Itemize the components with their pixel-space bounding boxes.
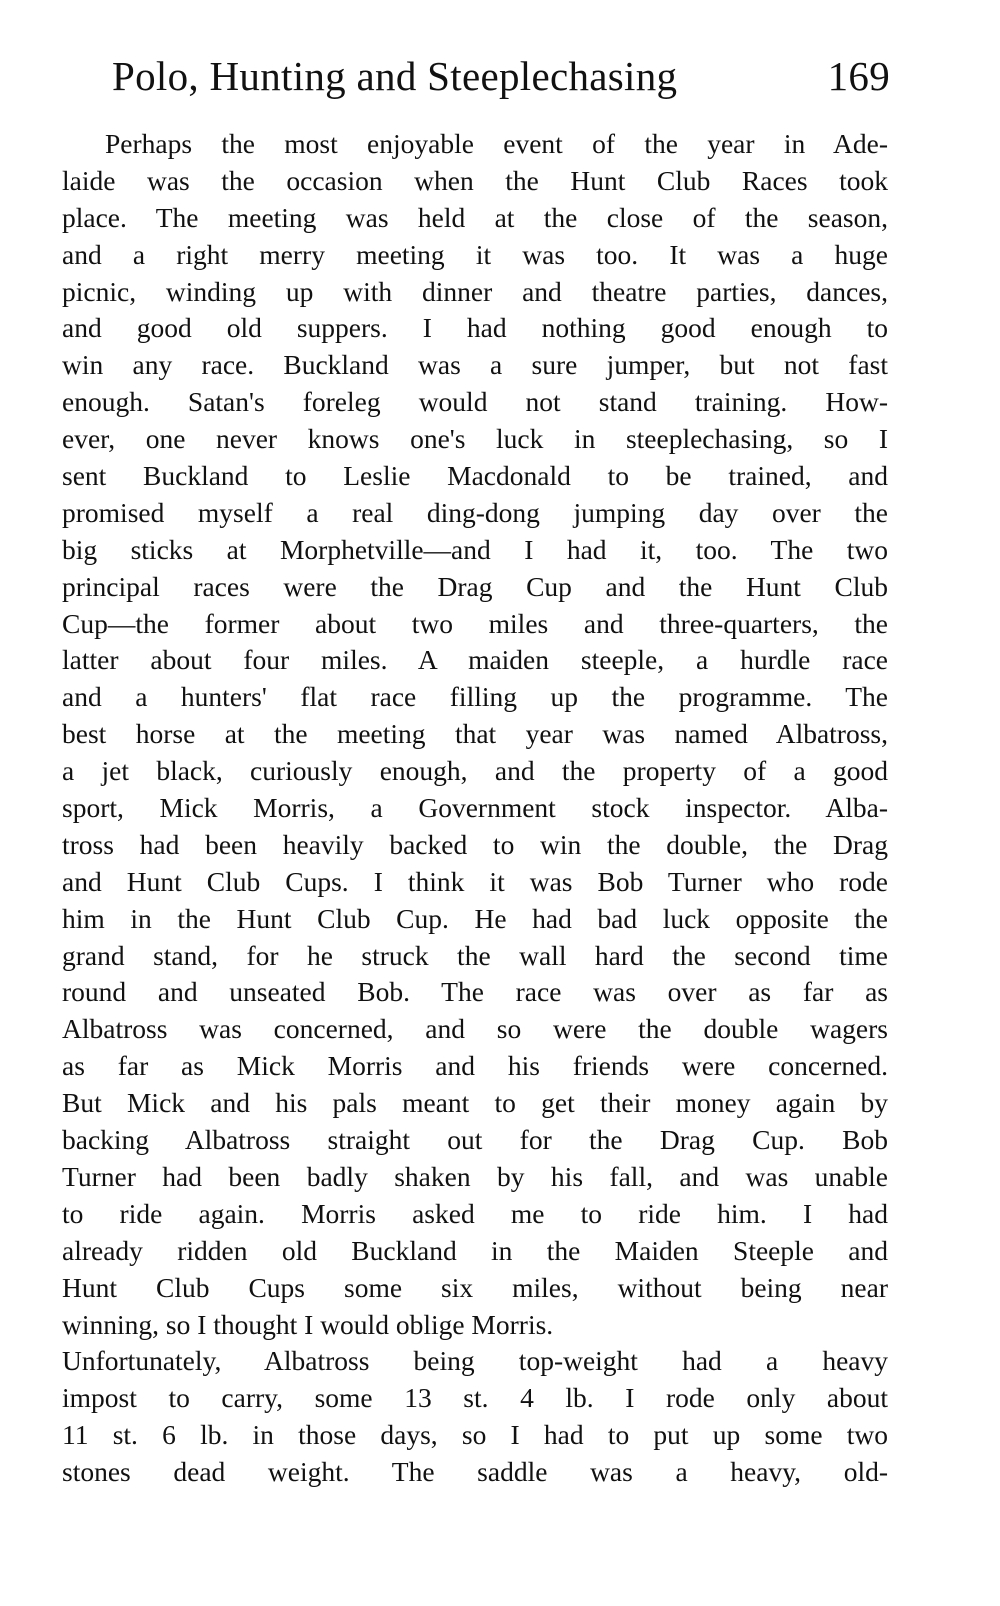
text-line: a jet black, curiously enough, and the property of a good xyxy=(62,755,888,787)
text-line: big sticks at Morphetville—and I had it, too. The two xyxy=(62,533,888,565)
text-line: promised myself a real ding-dong jumping day over the xyxy=(62,496,888,528)
text-line: enough. Satan's foreleg would not stand training. How- xyxy=(62,386,888,418)
text-line: picnic, winding up with dinner and theatre parties, dances, xyxy=(62,275,888,307)
text-line: 11 st. 6 lb. in those days, so I had to put up some two xyxy=(62,1419,888,1451)
text-line: and a hunters' flat race filling up the programme. The xyxy=(62,681,888,713)
text-line: winning, so I thought I would oblige Morris. xyxy=(62,1308,554,1340)
text-line: Unfortunately, Albatross being top-weight had a heavy xyxy=(62,1345,888,1377)
text-line: latter about four miles. A maiden steeple, a hurdle race xyxy=(62,644,888,676)
text-line: tross had been heavily backed to win the double, the Drag xyxy=(62,828,888,860)
text-line: laide was the occasion when the Hunt Club Races took xyxy=(62,164,888,196)
text-line: and good old suppers. I had nothing good enough to xyxy=(62,312,888,344)
body-text xyxy=(62,126,888,1491)
text-line: and a right merry meeting it was too. It was a huge xyxy=(62,238,888,270)
text-line: to ride again. Morris asked me to ride him. I had xyxy=(62,1197,888,1229)
text-line: backing Albatross straight out for the Drag Cup. Bob xyxy=(62,1124,888,1156)
text-line: impost to carry, some 13 st. 4 lb. I rode only about xyxy=(62,1382,888,1414)
text-line: best horse at the meeting that year was named Albatross, xyxy=(62,718,888,750)
text-line: sport, Mick Morris, a Government stock inspector. Alba- xyxy=(62,792,888,824)
page-header xyxy=(112,52,890,100)
running-title: Polo, Hunting and Steeplechasing xyxy=(112,53,678,99)
text-line: stones dead weight. The saddle was a heavy, old- xyxy=(62,1456,888,1488)
text-line: principal races were the Drag Cup and the Hunt Club xyxy=(62,570,888,602)
text-line: already ridden old Buckland in the Maiden Steeple and xyxy=(62,1234,888,1266)
text-line: place. The meeting was held at the close of the season, xyxy=(62,201,888,233)
text-line: round and unseated Bob. The race was over as far as xyxy=(62,976,888,1008)
text-line: ever, one never knows one's luck in steeplechasing, so I xyxy=(62,423,888,455)
text-line: win any race. Buckland was a sure jumper, but not fast xyxy=(62,349,888,381)
text-line: Albatross was concerned, and so were the double wagers xyxy=(62,1013,888,1045)
page-number: 169 xyxy=(827,53,890,99)
text-line: Hunt Club Cups some six miles, without being near xyxy=(62,1271,888,1303)
text-line: grand stand, for he struck the wall hard the second time xyxy=(62,939,888,971)
text-line: Perhaps the most enjoyable event of the year in Ade- xyxy=(105,128,888,159)
text-line: But Mick and his pals meant to get their money again by xyxy=(62,1087,888,1119)
text-line: him in the Hunt Club Cup. He had bad luck opposite the xyxy=(62,902,888,934)
text-line: sent Buckland to Leslie Macdonald to be trained, and xyxy=(62,460,888,492)
text-line: Turner had been badly shaken by his fall, and was unable xyxy=(62,1160,888,1192)
text-line: and Hunt Club Cups. I think it was Bob Turner who rode xyxy=(62,865,888,897)
text-line: Cup—the former about two miles and three-quarters, the xyxy=(62,607,888,639)
text-line: as far as Mick Morris and his friends were concerned. xyxy=(62,1050,888,1082)
